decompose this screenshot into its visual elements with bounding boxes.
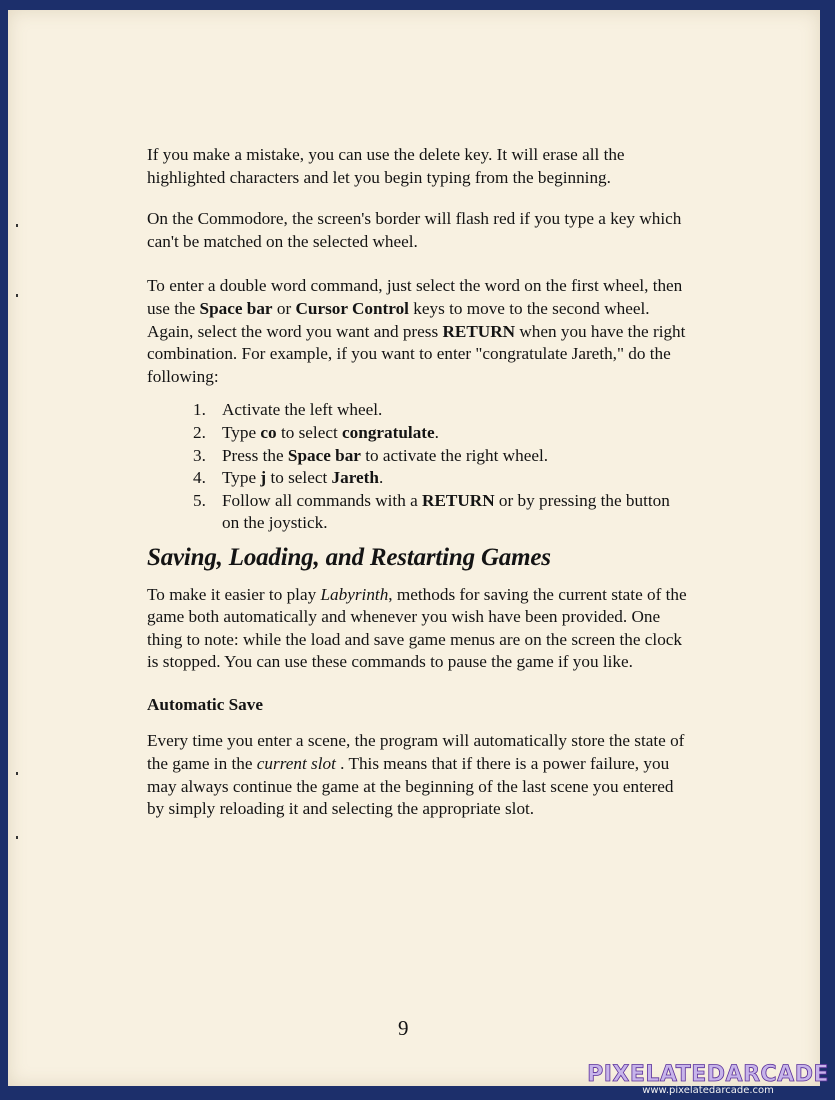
watermark-url: www.pixelatedarcade.com xyxy=(642,1085,774,1096)
manual-page xyxy=(8,10,820,1086)
margin-mark xyxy=(16,294,18,297)
key-space-bar: Space bar xyxy=(199,298,273,318)
margin-mark xyxy=(16,836,18,839)
watermark xyxy=(587,1062,829,1096)
game-title: Labyrinth xyxy=(320,584,389,604)
list-item: 2. Type co to select congratulate. xyxy=(193,422,439,442)
list-item: 1. Activate the left wheel. xyxy=(193,400,383,420)
key-cursor-control: Cursor Control xyxy=(295,298,409,318)
margin-mark xyxy=(16,224,18,227)
list-item: 4. Type j to select Jareth. xyxy=(193,468,384,488)
term-current-slot: current slot xyxy=(256,754,336,774)
paragraph-mistake: If you make a mistake, you can use the delete key. It will erase all the highlighted characters and let you begin typing from the beginning. xyxy=(147,145,625,187)
paragraph-automatic-save: Every time you enter a scene, the program will automatically store the state of the game in the current slot . This means that if there is a power failure, you may always continue the game at the beginning of the last scene you entered by simply reloading it and selecting the appropriate slot. xyxy=(147,731,685,819)
list-item: 3. Press the Space bar to activate the right wheel. xyxy=(193,445,549,465)
paragraph-commodore: On the Commodore, the screen's border will flash red if you type a key which can't be matched on the selected wheel. xyxy=(147,209,682,251)
margin-mark xyxy=(16,772,18,775)
watermark-logo: PIXELATEDARCADE xyxy=(587,1062,829,1087)
list-item: 5. Follow all commands with a RETURN or by pressing the button on the joystick. xyxy=(193,490,670,533)
section-heading: Saving, Loading, and Restarting Games xyxy=(147,543,551,571)
steps-list xyxy=(147,399,687,535)
key-return: RETURN xyxy=(442,321,516,341)
paragraph-saving-intro: To make it easier to play Labyrinth, methods for saving the current state of the game both automatically and whenever you wish have been provided. One thing to note: while the load and save game menus are on the screen the clock is stopped. You can use these commands to pause the game if you like. xyxy=(147,584,687,672)
subheading-automatic-save: Automatic Save xyxy=(147,694,263,714)
paragraph-double-word: To enter a double word command, just select the word on the first wheel, then use the Space bar or Cursor Control keys to move to the second wheel. Again, select the word you want and press RETURN when you have the right combination. For example, if you want to enter "congratulate Jareth," do the following: xyxy=(147,276,686,386)
page-number: 9 xyxy=(398,1016,409,1040)
page-body xyxy=(147,144,687,821)
